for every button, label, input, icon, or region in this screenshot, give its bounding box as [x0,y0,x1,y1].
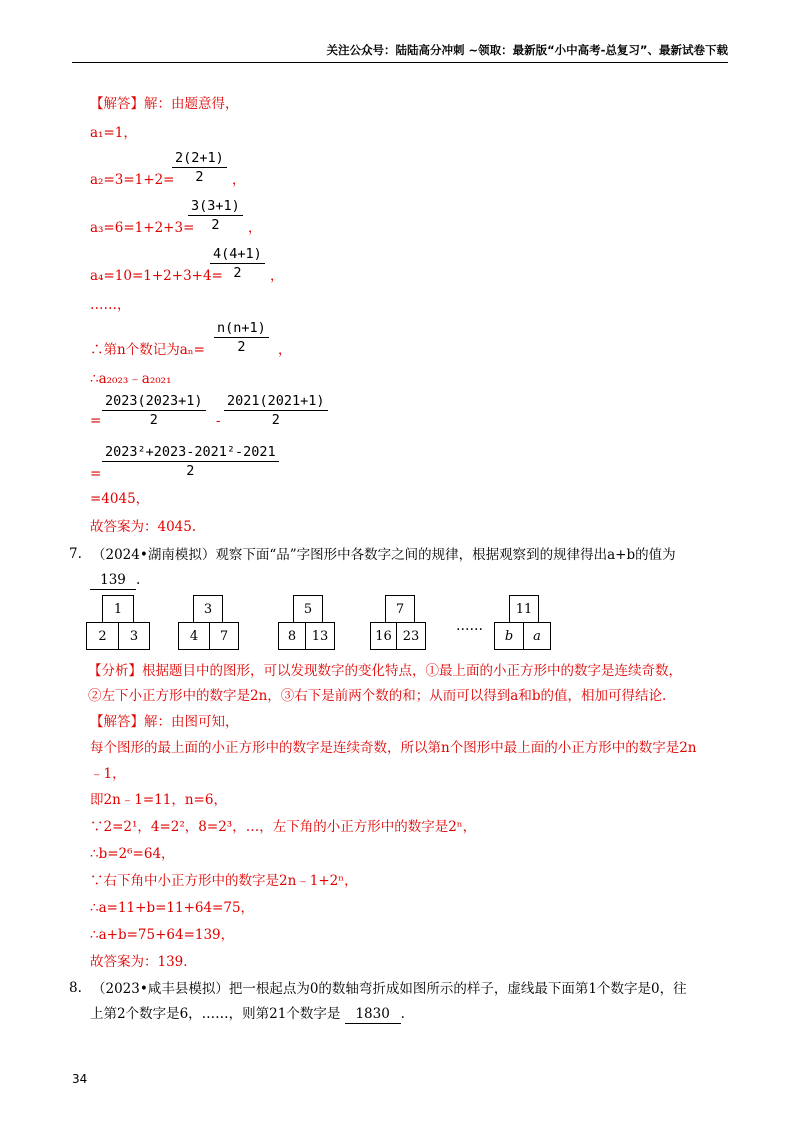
question-text: （2023•咸丰县模拟）把一根起点为0的数轴弯折成如图所示的样子，虚线最下面第1个数字是0，往 [92,981,687,997]
answer-blank: 139 [90,571,136,590]
solution-line: ……， [90,297,131,313]
question-number: 7. [69,546,82,562]
solution-line: =4045， [90,491,150,507]
fraction-denominator: 2 [195,169,204,185]
solution-line: ∵右下角中小正方形中的数字是2n﹣1+2ⁿ， [90,873,358,889]
solution-heading: 【解答】解：由图可知， [90,714,239,730]
fraction [172,150,227,186]
comma: ， [232,172,246,188]
fraction-denominator: 2 [271,412,280,428]
solution-line: ∴a+b=75+64=139， [90,927,235,943]
fraction [224,393,328,429]
solution-line: a₄=10=1+2+3+4= [90,268,223,284]
comma: ， [278,342,292,358]
solution-line: ∴a=11+b=11+64=75， [90,900,255,916]
fraction-denominator: 2 [186,463,195,479]
figure-1-left: 2 [86,622,119,650]
solution-line: ∴第n个数记为aₙ= [90,342,205,358]
analysis-line: 【分析】根据题目中的图形，可以发现数字的变化特点，①最上面的小正方形中的数字是连续奇数， [88,663,682,679]
answer-line [90,571,140,590]
figure-3-top: 5 [293,595,323,623]
equals-sign: = [90,413,102,429]
solution-line: a₃=6=1+2+3= [90,220,195,236]
figure-4-right: 23 [396,622,426,650]
period: . [136,572,141,588]
solution-line: a₂=3=1+2= [90,172,175,188]
fraction [214,320,269,356]
fraction-denominator: 2 [149,412,158,428]
solution-line: 每个图形的最上面的小正方形中的数字是连续奇数，所以第n个图形中最上面的小正方形中的数字是2n [90,740,697,756]
equals-sign: = [90,466,102,482]
figure-2-right: 7 [209,622,239,650]
figure-3-left: 8 [278,622,306,650]
page-header: 关注公众号：陆陆高分冲刺 ~领取：最新版“小中高考-总复习”、最新试卷下载 [72,40,728,63]
figure-1-right: 3 [118,622,150,650]
fraction-numerator: 3(3+1) [188,198,243,216]
fraction-denominator: 2 [211,217,220,233]
fraction-numerator: 2(2+1) [172,150,227,168]
solution-heading: 【解答】解：由题意得， [90,96,239,112]
question-text [90,1005,405,1024]
question-text-part: 上第2个数字是6，……，则第21个数字是 [90,1006,341,1022]
page-number: 34 [72,1072,88,1086]
fraction-numerator: 2021(2021+1) [224,393,328,411]
figure-2-top: 3 [193,595,223,623]
figure-5-top: 11 [509,595,539,623]
minus-sign: - [216,413,221,429]
solution-line: ∴b=2⁶=64， [90,846,175,862]
fraction-numerator: 2023(2023+1) [102,393,206,411]
solution-line: ﹣1， [90,766,126,782]
analysis-line: ②左下小正方形中的数字是2n，③右下是前两个数的和；从而可以得到a和b的值，相加可得结论. [88,688,667,704]
fraction-numerator: 2023²+2023-2021²-2021 [102,444,279,462]
answer-blank: 1830 [345,1005,401,1024]
figure-5-right: a [523,622,551,650]
solution-line: ∴a₂₀₂₃﹣a₂₀₂₁ [90,371,172,387]
figure-4-left: 16 [370,622,397,650]
fraction-denominator: 2 [233,265,242,281]
fraction-numerator: 4(4+1) [210,246,265,264]
period: . [400,1006,405,1022]
solution-answer: 故答案为：139. [90,954,188,970]
fraction-numerator: n(n+1) [214,320,269,338]
solution-line: a₁=1， [90,125,137,141]
fraction [210,246,265,282]
figure-5-left: b [494,622,524,650]
question-text: （2024•湖南模拟）观察下面“品”字图形中各数字之间的规律，根据观察到的规律得出a+b的值为 [92,547,676,563]
figure-2-left: 4 [178,622,210,650]
comma: ， [248,220,262,236]
solution-line: 即2n﹣1=11，n=6， [90,792,227,808]
question-number: 8. [69,980,82,996]
ellipsis: …… [456,618,483,634]
solution-line: ∵2=2¹，4=2²，8=2³，…，左下角的小正方形中的数字是2ⁿ， [90,819,477,835]
figure-4-top: 7 [385,595,415,623]
fraction [102,444,279,480]
fraction [102,393,206,429]
figure-3-right: 13 [305,622,335,650]
fraction [188,198,243,234]
comma: ， [270,268,284,284]
fraction-denominator: 2 [237,339,246,355]
figure-1-top: 1 [102,595,134,623]
solution-answer: 故答案为：4045. [90,519,197,535]
